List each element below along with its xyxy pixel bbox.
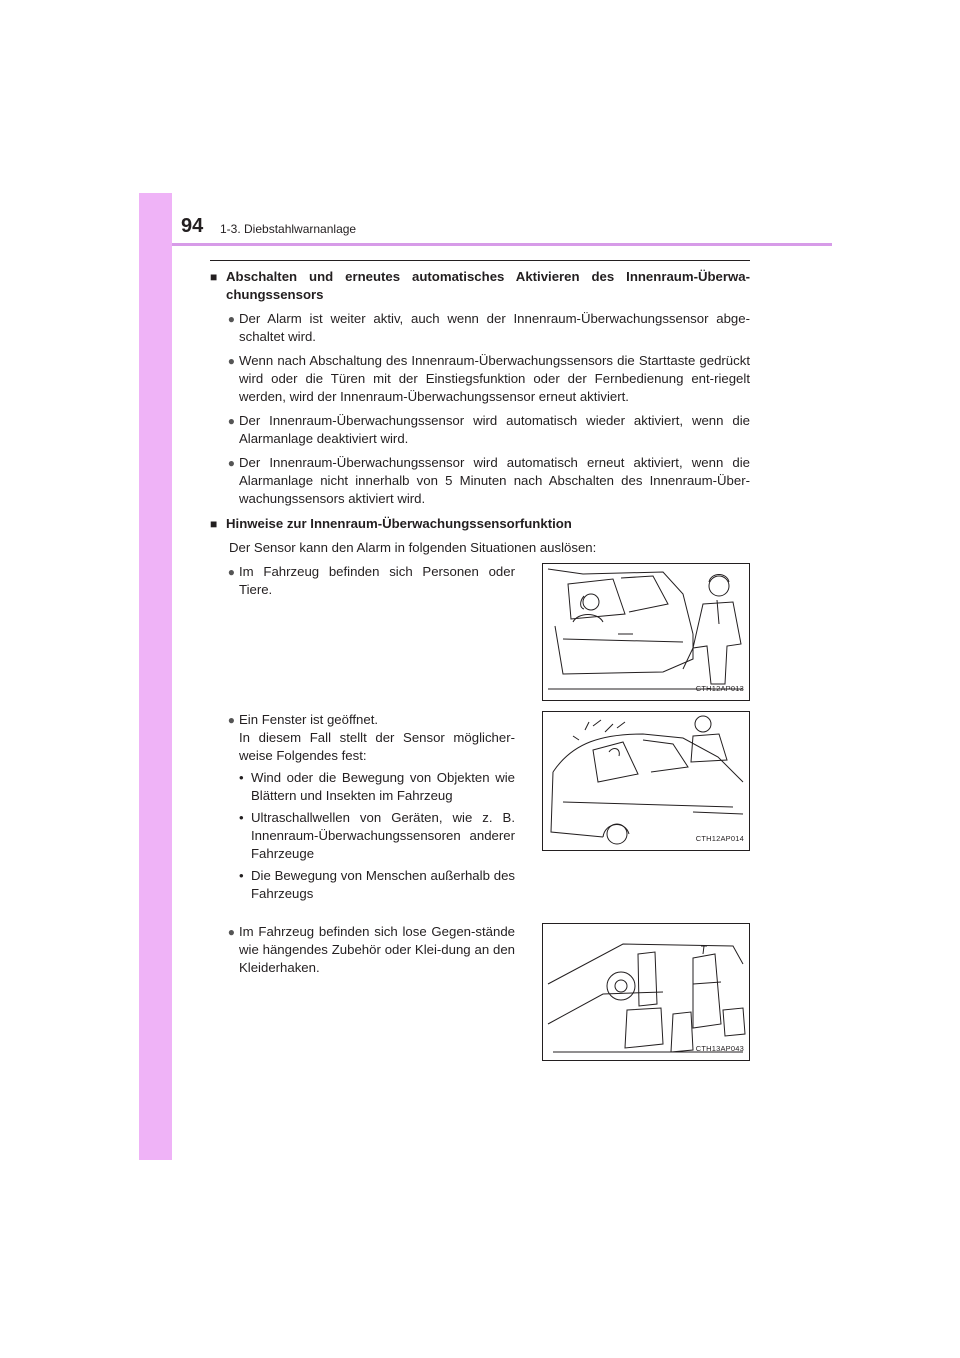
section-heading-sensor-notes: ■ Hinweise zur Innenraum-Überwachungssensorfunktion (210, 516, 572, 531)
item-open-window (210, 711, 750, 903)
section-heading-deactivation: ■ Abschalten und erneutes automatisches Aktivieren des Innenraum-Überwa-chungssensors (210, 269, 750, 302)
figure-caption: CTH12AP014 (695, 834, 744, 843)
figure-caption: CTH13AP043 (695, 1044, 744, 1053)
sub-list-item: • Die Bewegung von Menschen außerhalb des Fahrzeugs (239, 868, 515, 901)
section-header: 1-3. Diebstahlwarnanlage (220, 222, 357, 236)
intro-text: Der Sensor kann den Alarm in folgenden Situationen auslösen: (229, 540, 597, 555)
square-marker-icon: ■ (210, 517, 218, 531)
item-people-animals (210, 563, 750, 701)
circle-bullet-icon: ● (227, 312, 235, 326)
circle-bullet-icon: ● (227, 456, 235, 470)
content-rule (210, 260, 750, 261)
circle-bullet-icon: ● (227, 713, 235, 727)
sub-list-item: • Ultraschallwellen von Geräten, wie z. B. Innenraum-Überwachungssensoren anderer Fahrzeuge (239, 810, 515, 861)
side-tab-bar (139, 193, 172, 1160)
figure-open-window (542, 711, 750, 851)
figure-caption: CTH12AP013 (695, 684, 744, 693)
list-item: ● Ein Fenster ist geöffnet. In diesem Fall stellt der Sensor möglicher-weise Folgendes fest: (210, 711, 515, 765)
circle-bullet-icon: ● (227, 354, 235, 368)
list-item: ● Wenn nach Abschaltung des Innenraum-Überwachungssensors die Starttaste gedrückt wird oder die Türen mit der Einstiegsfunktion oder der Fernbedienung ent-riegelt werden, wird der Innenraum-Überwachungssensor erneut aktiviert. (210, 352, 750, 406)
circle-bullet-icon: ● (227, 925, 235, 939)
list-item: ● Im Fahrzeug befinden sich lose Gegen-stände wie hängendes Zubehör oder Klei-dung an den Kleiderhaken. (210, 923, 515, 977)
square-marker-icon: ■ (210, 270, 218, 284)
page-number: 94 (181, 215, 204, 237)
page-content (210, 268, 750, 1061)
list-item: ● Der Alarm ist weiter aktiv, auch wenn der Innenraum-Überwachungssensor abge-schaltet wird. (210, 310, 750, 346)
list-item: ● Der Innenraum-Überwachungssensor wird automatisch wieder aktiviert, wenn die Alarmanlage deaktiviert wird. (210, 412, 750, 448)
list-item: ● Der Innenraum-Überwachungssensor wird automatisch erneut aktiviert, wenn die Alarmanlage nicht innerhalb von 5 Minuten nach Abschalten des Innenraum-Über-wachungssensors aktiviert wird. (210, 454, 750, 508)
header-rule (172, 243, 832, 246)
sub-list-item: • Wind oder die Bewegung von Objekten wie Blättern und Insekten im Fahrzeug (239, 770, 515, 803)
circle-bullet-icon: ● (227, 565, 235, 579)
circle-bullet-icon: ● (227, 414, 235, 428)
figure-dog-in-car (542, 563, 750, 701)
list-item: ● Im Fahrzeug befinden sich Personen oder Tiere. (210, 563, 515, 599)
figure-hanging-clothes (542, 923, 750, 1061)
item-loose-objects (210, 923, 750, 1061)
